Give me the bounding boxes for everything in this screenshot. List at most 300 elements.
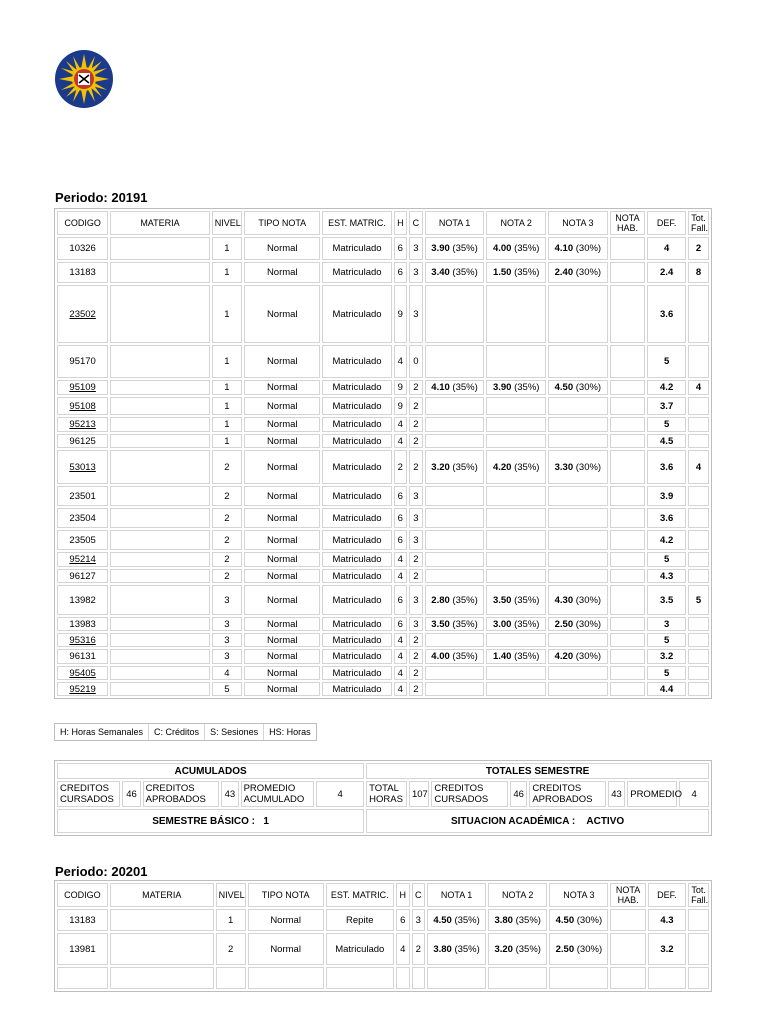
header-nota-hab: NOTA HAB.	[610, 883, 645, 907]
cell-est-matric: Matriculado	[322, 345, 391, 378]
semestre-label: SEMESTRE BÁSICO :	[152, 815, 256, 827]
cell-nota-hab	[610, 633, 646, 647]
header-est-matric: EST. MATRIC.	[326, 883, 395, 907]
cell-tot-fall	[688, 649, 709, 664]
cell-nota-1	[425, 585, 485, 615]
cell-def: 3	[647, 617, 686, 631]
situacion-academica	[366, 809, 709, 833]
grade-percent: (35%)	[511, 461, 540, 473]
cell-materia	[110, 397, 209, 415]
grade-percent: (35%)	[511, 267, 540, 278]
cell-nota-hab	[610, 585, 646, 615]
course-code-link[interactable]: 95214	[69, 554, 96, 565]
grade-value: 3.50	[492, 594, 512, 606]
tot-aprobados-value: 43	[608, 781, 625, 807]
cell-def: 5	[647, 633, 686, 647]
cell-nota-1	[425, 569, 485, 583]
header-tot-fall: Tot. Fall.	[688, 883, 709, 907]
grade-percent: (30%)	[573, 651, 602, 662]
grade-percent: (35%)	[511, 594, 540, 606]
cell-materia	[110, 285, 209, 343]
table-row	[57, 617, 709, 631]
cell-materia	[110, 486, 209, 506]
course-code: 23501	[69, 490, 96, 502]
summary-table	[54, 760, 712, 836]
cell-tot-fall: 5	[688, 585, 709, 615]
course-code-link[interactable]: 95219	[69, 683, 96, 695]
grade-value: 4.50	[554, 382, 574, 393]
header-h: H	[394, 211, 408, 235]
header-h: H	[396, 883, 409, 907]
cell-nota-3	[548, 649, 608, 664]
table-row	[57, 237, 709, 260]
cell-h: 2	[394, 450, 408, 484]
table-row	[57, 682, 709, 696]
cell-nota-2	[486, 508, 546, 528]
grade-percent: (30%)	[573, 618, 602, 630]
cell-tot-fall	[688, 682, 709, 696]
cell-tot-fall: 8	[688, 262, 709, 283]
table-row	[57, 530, 709, 550]
cell-tipo-nota: Normal	[244, 397, 320, 415]
cell-nota-hab	[610, 617, 646, 631]
cell-nivel: 1	[212, 237, 242, 260]
cell-c: 3	[409, 262, 423, 283]
course-code: 13983	[69, 618, 96, 630]
acu-aprobados-value: 43	[221, 781, 238, 807]
cell-nota-1	[425, 397, 485, 415]
grade-value: 3.30	[554, 461, 574, 473]
cell-def: 4.5	[647, 434, 686, 448]
cell-tot-fall	[688, 434, 709, 448]
cell-codigo	[57, 552, 108, 567]
cell-c: 2	[409, 649, 423, 664]
cell-nivel: 2	[212, 530, 242, 550]
grade-percent: (35%)	[512, 914, 541, 926]
cell-est-matric: Matriculado	[322, 397, 391, 415]
cell-h: 6	[394, 486, 408, 506]
cell-def: 4.2	[647, 380, 686, 395]
cell-nota-2	[488, 933, 547, 965]
grade-value: 3.90	[492, 382, 512, 393]
course-code: 10326	[69, 243, 96, 254]
cell-nota-3	[548, 397, 608, 415]
cell-codigo	[57, 633, 108, 647]
cell-est-matric: Matriculado	[322, 450, 391, 484]
cell-nota-1	[425, 508, 485, 528]
course-code-link[interactable]: 95405	[69, 667, 96, 679]
cell-c: 3	[409, 285, 423, 343]
cell-nivel: 5	[212, 682, 242, 696]
table-row	[57, 967, 709, 989]
cell-materia	[110, 909, 214, 931]
header-codigo: CODIGO	[57, 883, 108, 907]
cell-nivel	[216, 967, 246, 989]
cell-nota-2	[486, 569, 546, 583]
cell-def: 4.4	[647, 682, 686, 696]
cell-nota-2	[486, 666, 546, 680]
course-code-link[interactable]: 95316	[69, 634, 96, 646]
cell-tipo-nota: Normal	[244, 450, 320, 484]
cell-codigo	[57, 397, 108, 415]
cell-tipo-nota: Normal	[244, 530, 320, 550]
cell-nota-2	[486, 617, 546, 631]
table-row	[57, 666, 709, 680]
cell-est-matric: Matriculado	[322, 569, 391, 583]
acu-promedio-label: PROMEDIO ACUMULADO	[241, 781, 315, 807]
cell-est-matric: Repite	[326, 909, 395, 931]
cell-h: 6	[394, 508, 408, 528]
header-nota-3: NOTA 3	[548, 211, 608, 235]
table-header-row	[57, 883, 709, 907]
cell-nota-1	[425, 285, 485, 343]
table-row	[57, 262, 709, 283]
legend-item: H: Horas Semanales	[55, 724, 149, 740]
cell-c: 2	[409, 450, 423, 484]
cell-tot-fall: 2	[688, 237, 709, 260]
period-title: Periodo: 20201	[55, 864, 148, 879]
cell-nota-1	[425, 530, 485, 550]
cell-nivel: 3	[212, 585, 242, 615]
cell-nota-hab	[610, 285, 646, 343]
grade-percent: (30%)	[573, 594, 602, 606]
cell-tot-fall	[688, 285, 709, 343]
cell-tipo-nota: Normal	[244, 237, 320, 260]
cell-nota-2	[486, 450, 546, 484]
cell-codigo	[57, 967, 108, 989]
acumulados-header: ACUMULADOS	[57, 763, 364, 779]
table-row	[57, 552, 709, 567]
cell-est-matric: Matriculado	[322, 649, 391, 664]
cell-c: 3	[409, 585, 423, 615]
cell-h: 4	[394, 666, 408, 680]
cell-c: 2	[409, 417, 423, 432]
cell-c: 3	[409, 617, 423, 631]
cell-nota-3	[548, 508, 608, 528]
grade-percent: (35%)	[449, 618, 478, 630]
grade-value: 4.20	[492, 461, 512, 473]
cell-tipo-nota: Normal	[244, 380, 320, 395]
grade-percent: (35%)	[451, 943, 480, 955]
cell-est-matric: Matriculado	[322, 434, 391, 448]
cell-nota-1	[425, 649, 485, 664]
cell-nota-3	[548, 345, 608, 378]
cell-nota-1	[425, 633, 485, 647]
cell-materia	[110, 508, 209, 528]
cell-nota-3	[549, 967, 608, 989]
cell-tot-fall	[688, 967, 709, 989]
cell-nota-hab	[610, 530, 646, 550]
cell-h: 4	[394, 682, 408, 696]
totales-semestre-header: TOTALES SEMESTRE	[366, 763, 709, 779]
cell-nota-1	[425, 237, 485, 260]
course-code: 23504	[69, 512, 96, 524]
grade-percent: (30%)	[574, 914, 603, 926]
cell-nota-1	[425, 666, 485, 680]
cell-materia	[110, 434, 209, 448]
cell-nota-1	[425, 434, 485, 448]
cell-nota-hab	[610, 417, 646, 432]
cell-codigo	[57, 508, 108, 528]
cell-nota-3	[548, 237, 608, 260]
grade-percent: (35%)	[451, 914, 480, 926]
tot-promedio-label: PROMEDIO	[627, 781, 677, 807]
table-row	[57, 508, 709, 528]
table-row	[57, 633, 709, 647]
cell-nota-3	[548, 569, 608, 583]
cell-tipo-nota: Normal	[244, 285, 320, 343]
cell-c: 0	[409, 345, 423, 378]
cell-nota-hab	[610, 909, 645, 931]
cell-nota-2	[486, 585, 546, 615]
cell-codigo	[57, 434, 108, 448]
course-code-link[interactable]: 95213	[69, 419, 96, 430]
cell-materia	[110, 633, 209, 647]
cell-tipo-nota: Normal	[248, 909, 324, 931]
cell-nota-hab	[610, 967, 645, 989]
cell-est-matric: Matriculado	[322, 285, 391, 343]
cell-nota-1	[425, 380, 485, 395]
grade-percent: (30%)	[573, 382, 602, 393]
cell-codigo	[57, 417, 108, 432]
cell-nota-1	[425, 345, 485, 378]
cell-tot-fall	[688, 569, 709, 583]
cell-nota-hab	[610, 682, 646, 696]
cell-est-matric: Matriculado	[322, 585, 391, 615]
cell-codigo	[57, 649, 108, 664]
cell-nota-2	[486, 530, 546, 550]
grade-value: 3.50	[431, 618, 450, 630]
cell-materia	[110, 345, 209, 378]
table-row	[57, 345, 709, 378]
header-tipo-nota: TIPO NOTA	[248, 883, 324, 907]
cell-tipo-nota: Normal	[244, 569, 320, 583]
cell-h: 6	[394, 585, 408, 615]
cell-def: 4	[647, 237, 686, 260]
cell-c: 2	[409, 682, 423, 696]
cell-codigo	[57, 530, 108, 550]
cell-nota-3	[548, 666, 608, 680]
header-tot-fall: Tot. Fall.	[688, 211, 709, 235]
cell-def: 4.3	[648, 909, 686, 931]
cell-h: 9	[394, 397, 408, 415]
cell-nota-3	[549, 909, 608, 931]
cell-nota-3	[548, 486, 608, 506]
cell-nota-hab	[610, 569, 646, 583]
cell-materia	[110, 682, 209, 696]
cell-est-matric: Matriculado	[326, 933, 395, 965]
cell-nota-1	[425, 486, 485, 506]
cell-nota-hab	[610, 508, 646, 528]
cell-def: 2.4	[647, 262, 686, 283]
cell-nota-hab	[610, 237, 646, 260]
cell-tipo-nota	[248, 967, 324, 989]
cell-nivel: 1	[212, 345, 242, 378]
cell-tot-fall	[688, 345, 709, 378]
cell-nota-2	[486, 552, 546, 567]
cell-nota-2	[488, 967, 547, 989]
cell-tot-fall	[688, 633, 709, 647]
cell-materia	[110, 649, 209, 664]
cell-est-matric: Matriculado	[322, 262, 391, 283]
header-tipo-nota: TIPO NOTA	[244, 211, 320, 235]
tot-promedio-value: 4	[679, 781, 709, 807]
grades-table	[54, 208, 712, 699]
cell-materia	[110, 380, 209, 395]
cell-nota-2	[486, 262, 546, 283]
cell-materia	[110, 569, 209, 583]
course-code-link[interactable]: 95109	[69, 382, 96, 393]
cell-codigo	[57, 666, 108, 680]
grade-value: 1.40	[492, 651, 512, 662]
cell-materia	[110, 617, 209, 631]
grade-value: 1.50	[492, 267, 512, 278]
grade-percent: (30%)	[574, 943, 603, 955]
cell-h: 4	[394, 569, 408, 583]
grade-percent: (30%)	[573, 267, 602, 278]
table-row	[57, 909, 709, 931]
cell-tot-fall	[688, 397, 709, 415]
cell-nota-3	[548, 530, 608, 550]
cell-tot-fall	[688, 552, 709, 567]
table-row	[57, 933, 709, 965]
grade-value: 3.80	[433, 943, 452, 955]
cell-est-matric: Matriculado	[322, 417, 391, 432]
table-row	[57, 417, 709, 432]
cell-materia	[110, 585, 209, 615]
cell-tipo-nota: Normal	[244, 617, 320, 631]
course-code: 96125	[69, 435, 96, 447]
grade-percent: (30%)	[573, 461, 602, 473]
grade-value: 3.20	[494, 943, 513, 955]
table-row	[57, 380, 709, 395]
cell-tot-fall: 4	[688, 380, 709, 395]
university-seal-logo	[54, 49, 114, 109]
cell-tot-fall	[688, 909, 709, 931]
course-code-link[interactable]: 23502	[69, 308, 96, 320]
course-code-link[interactable]: 53013	[69, 461, 96, 473]
cell-def: 3.2	[647, 649, 686, 664]
cell-est-matric: Matriculado	[322, 237, 391, 260]
cell-nivel: 1	[212, 285, 242, 343]
cell-tipo-nota: Normal	[244, 345, 320, 378]
header-materia: MATERIA	[110, 211, 209, 235]
cell-h: 6	[394, 617, 408, 631]
cell-h: 4	[394, 649, 408, 664]
cell-def: 3.7	[647, 397, 686, 415]
grade-value: 4.10	[431, 382, 450, 393]
course-code-link[interactable]: 95108	[69, 400, 96, 412]
cell-nota-3	[548, 633, 608, 647]
grade-percent: (35%)	[449, 651, 478, 662]
cell-est-matric: Matriculado	[322, 682, 391, 696]
cell-nota-1	[425, 450, 485, 484]
cell-c: 2	[412, 933, 425, 965]
header-materia: MATERIA	[110, 883, 214, 907]
table-row	[57, 285, 709, 343]
cell-c	[412, 967, 425, 989]
tot-cursados-label: CREDITOS CURSADOS	[431, 781, 508, 807]
cell-nivel: 2	[212, 569, 242, 583]
cell-nivel: 2	[212, 450, 242, 484]
cell-codigo	[57, 345, 108, 378]
grades-table	[54, 880, 712, 992]
cell-nota-hab	[610, 666, 646, 680]
grade-value: 4.00	[431, 651, 450, 662]
course-code: 96127	[69, 570, 96, 582]
cell-h: 4	[394, 633, 408, 647]
legend	[54, 723, 317, 741]
cell-h: 9	[394, 380, 408, 395]
header-nota-1: NOTA 1	[425, 211, 485, 235]
cell-est-matric: Matriculado	[322, 530, 391, 550]
cell-def	[648, 967, 686, 989]
cell-nota-hab	[610, 345, 646, 378]
grade-value: 3.80	[494, 914, 513, 926]
cell-codigo	[57, 237, 108, 260]
cell-nota-3	[548, 380, 608, 395]
cell-def: 4.2	[647, 530, 686, 550]
grade-percent: (35%)	[449, 243, 478, 254]
table-row	[57, 569, 709, 583]
period-title: Periodo: 20191	[55, 190, 148, 205]
cell-materia	[110, 933, 214, 965]
cell-c: 2	[409, 397, 423, 415]
cell-nota-3	[548, 617, 608, 631]
cell-nivel: 1	[212, 397, 242, 415]
cell-nivel: 2	[212, 486, 242, 506]
cell-tipo-nota: Normal	[244, 262, 320, 283]
cell-nota-hab	[610, 552, 646, 567]
acu-cursados-value: 46	[122, 781, 140, 807]
cell-nivel: 1	[212, 417, 242, 432]
cell-nota-2	[486, 345, 546, 378]
cell-tot-fall	[688, 417, 709, 432]
cell-c: 3	[409, 508, 423, 528]
semestre-value: 1	[263, 815, 269, 827]
grade-percent: (35%)	[449, 382, 478, 393]
cell-nota-1	[425, 262, 485, 283]
cell-est-matric	[326, 967, 395, 989]
cell-def: 5	[647, 666, 686, 680]
table-row	[57, 585, 709, 615]
cell-nota-hab	[610, 434, 646, 448]
cell-nota-3	[548, 585, 608, 615]
cell-codigo	[57, 450, 108, 484]
table-row	[57, 649, 709, 664]
grade-value: 2.80	[431, 594, 450, 606]
cell-nota-2	[486, 486, 546, 506]
grade-value: 3.20	[431, 461, 450, 473]
cell-tipo-nota: Normal	[244, 434, 320, 448]
grade-value: 2.40	[554, 267, 574, 278]
cell-nivel: 1	[212, 380, 242, 395]
cell-materia	[110, 262, 209, 283]
cell-tipo-nota: Normal	[244, 508, 320, 528]
cell-tot-fall	[688, 508, 709, 528]
grade-value: 3.40	[431, 267, 450, 278]
cell-def: 5	[647, 417, 686, 432]
cell-nota-1	[427, 909, 486, 931]
cell-materia	[110, 552, 209, 567]
cell-c: 3	[412, 909, 425, 931]
cell-nota-3	[548, 434, 608, 448]
grade-percent: (35%)	[449, 267, 478, 278]
cell-h: 6	[394, 530, 408, 550]
cell-nota-1	[425, 617, 485, 631]
cell-nota-3	[548, 262, 608, 283]
header-nota-hab: NOTA HAB.	[610, 211, 646, 235]
